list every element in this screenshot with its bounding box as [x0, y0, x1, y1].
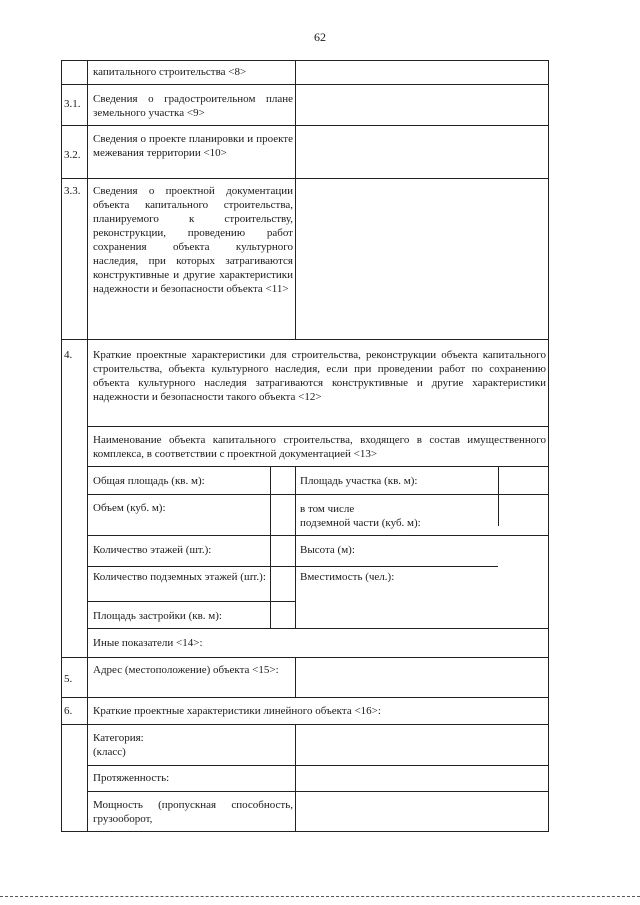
- table-border-left: [61, 60, 62, 832]
- row-3-1-text: Сведения о градостроительном плане земельного участка <9>: [93, 93, 293, 119]
- inner-divider-b: [295, 466, 296, 628]
- row-line-4: [61, 339, 549, 340]
- row-line-5: [87, 426, 549, 427]
- site-area-label: Площадь участка (кв. м):: [300, 475, 418, 487]
- row-line-16: [87, 791, 549, 792]
- underground-volume-label-line1: в том числе: [300, 503, 355, 515]
- row-line-15: [87, 765, 549, 766]
- table-border-bottom: [61, 831, 549, 832]
- row-3-2-text: Сведения о проекте планировки и проекте межевания территории <10>: [93, 133, 293, 159]
- row-3-1-number: 3.1.: [64, 98, 81, 110]
- row-line-11: [87, 628, 549, 629]
- row-line-12: [61, 657, 549, 658]
- category-label: Категория: (класс): [93, 732, 144, 758]
- value-column-divider-r5: [295, 657, 296, 697]
- table-border-top: [61, 60, 549, 61]
- underground-volume-label-line2: подземной части (куб. м):: [300, 517, 421, 529]
- row-line-1: [61, 84, 549, 85]
- inner-divider-a: [270, 466, 271, 628]
- row-3-2-number: 3.2.: [64, 149, 81, 161]
- table-border-right: [548, 60, 549, 832]
- row-line-2: [61, 125, 549, 126]
- row-6-text: Краткие проектные характеристики линейного объекта <16>:: [93, 705, 381, 717]
- value-column-divider-top: [295, 60, 296, 339]
- row-line-9b: [295, 566, 498, 567]
- row-0-text: капитального строительства <8>: [93, 66, 247, 78]
- row-3-3-text: Сведения о проектной документации объекта капитального строительства, планируемого к строительству, реконструкции, проведению работ сохранения объекта культурного наследия, при которых затрагиваются конструктивные и другие характеристики надежности и безопасности объекта <11>: [93, 185, 293, 295]
- volume-label: Объем (куб. м):: [93, 502, 166, 514]
- row-line-9a: [87, 566, 295, 567]
- row-line-10: [87, 601, 295, 602]
- row-line-14: [61, 724, 549, 725]
- form-table: [61, 60, 549, 832]
- total-area-label: Общая площадь (кв. м):: [93, 475, 205, 487]
- power-label: Мощность (пропускная способность, грузооборот,: [93, 799, 293, 825]
- row-4-number: 4.: [64, 349, 73, 361]
- row-5-text: Адрес (местоположение) объекта <15>:: [93, 664, 279, 676]
- build-area-label: Площадь застройки (кв. м):: [93, 610, 222, 622]
- row-line-6: [87, 466, 549, 467]
- row-line-13: [61, 697, 549, 698]
- page-number: 62: [314, 30, 326, 44]
- row-5-number: 5.: [64, 673, 73, 685]
- row-4-object-name: Наименование объекта капитального строительства, входящего в состав имущественного комплекса, в соответствии с проектной документацией <13>: [93, 434, 546, 460]
- height-label: Высота (м):: [300, 544, 355, 556]
- row-4-text: Краткие проектные характеристики для строительства, реконструкции объекта капитального строительства, объекта культурного наследия, если при проведении работ по сохранению объекта культурного наследия затрагиваются конструктивные и другие характеристики надежности и безопасности такого объекта <12>: [93, 349, 546, 403]
- length-label: Протяженность:: [93, 772, 170, 784]
- row-line-3: [61, 178, 549, 179]
- other-indicators-label: Иные показатели <14>:: [93, 637, 203, 649]
- row-6-number: 6.: [64, 705, 73, 717]
- bottom-rule: [0, 896, 640, 897]
- capacity-label: Вместимость (чел.):: [300, 571, 395, 583]
- floors-label: Количество этажей (шт.):: [93, 544, 212, 556]
- row-line-7: [87, 494, 549, 495]
- underground-floors-label: Количество подземных этажей (шт.):: [93, 571, 266, 583]
- inner-divider-c: [498, 466, 499, 526]
- row-line-8: [87, 535, 549, 536]
- value-column-divider-bottom: [295, 724, 296, 832]
- row-3-3-number: 3.3.: [64, 185, 81, 197]
